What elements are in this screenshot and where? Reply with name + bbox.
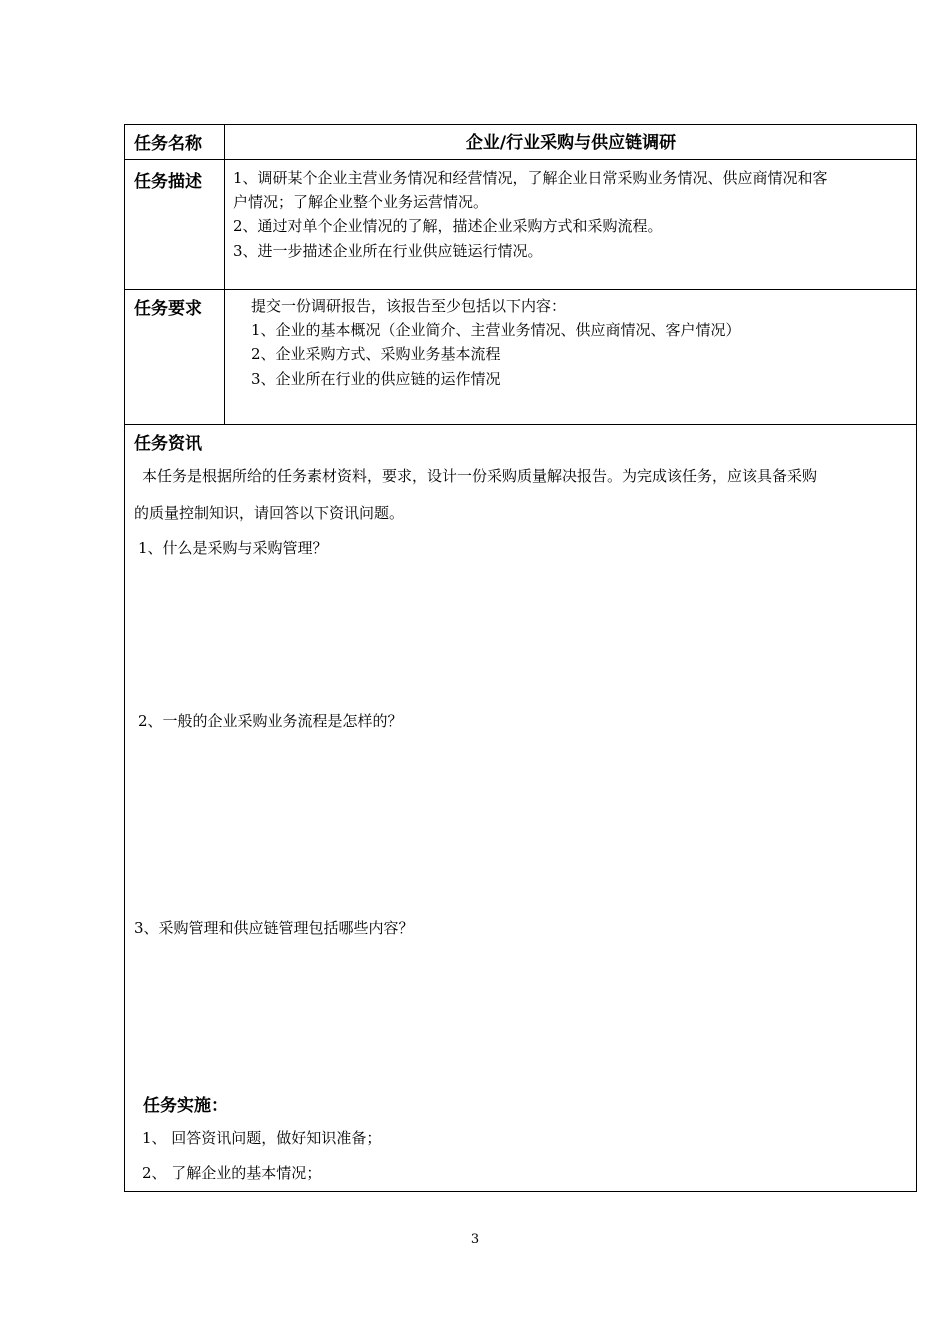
req-line: 1、企业的基本概况（企业简介、主营业务情况、供应商情况、客户情况） bbox=[251, 321, 741, 339]
desc-line: 2、通过对单个企业情况的了解，描述企业采购方式和采购流程。 bbox=[233, 217, 663, 235]
divider bbox=[124, 159, 917, 160]
desc-line: 3、进一步描述企业所在行业供应链运行情况。 bbox=[233, 242, 543, 260]
task-desc-label: 任务描述 bbox=[134, 172, 202, 192]
info-intro: 本任务是根据所给的任务素材资料，要求，设计一份采购质量解决报告。为完成该任务，应该具备采购 bbox=[142, 467, 818, 485]
req-line: 3、企业所在行业的供应链的运作情况 bbox=[251, 370, 501, 388]
impl-step: 2、 了解企业的基本情况； bbox=[142, 1164, 322, 1182]
divider bbox=[124, 424, 917, 425]
req-line: 提交一份调研报告，该报告至少包括以下内容： bbox=[251, 297, 567, 315]
page-number: 3 bbox=[470, 1232, 480, 1247]
desc-line: 户情况；了解企业整个业务运营情况。 bbox=[233, 193, 489, 211]
req-line: 2、企业采购方式、采购业务基本流程 bbox=[251, 345, 501, 363]
info-intro: 的质量控制知识，请回答以下资讯问题。 bbox=[134, 504, 405, 522]
divider bbox=[124, 289, 917, 290]
task-name-label: 任务名称 bbox=[134, 134, 202, 154]
column-divider bbox=[224, 124, 225, 424]
task-info-label: 任务资讯 bbox=[134, 434, 202, 454]
question: 2、一般的企业采购业务流程是怎样的？ bbox=[138, 712, 403, 730]
question: 3、采购管理和供应链管理包括哪些内容？ bbox=[134, 919, 414, 937]
impl-step: 1、 回答资讯问题，做好知识准备； bbox=[142, 1129, 382, 1147]
task-table bbox=[124, 124, 917, 1192]
task-name-value: 企业/行业采购与供应链调研 bbox=[465, 133, 677, 153]
task-impl-label: 任务实施： bbox=[143, 1096, 228, 1116]
question: 1、什么是采购与采购管理？ bbox=[138, 539, 328, 557]
desc-line: 1、调研某个企业主营业务情况和经营情况，了解企业日常采购业务情况、供应商情况和客 bbox=[233, 169, 828, 187]
task-req-label: 任务要求 bbox=[134, 299, 202, 319]
